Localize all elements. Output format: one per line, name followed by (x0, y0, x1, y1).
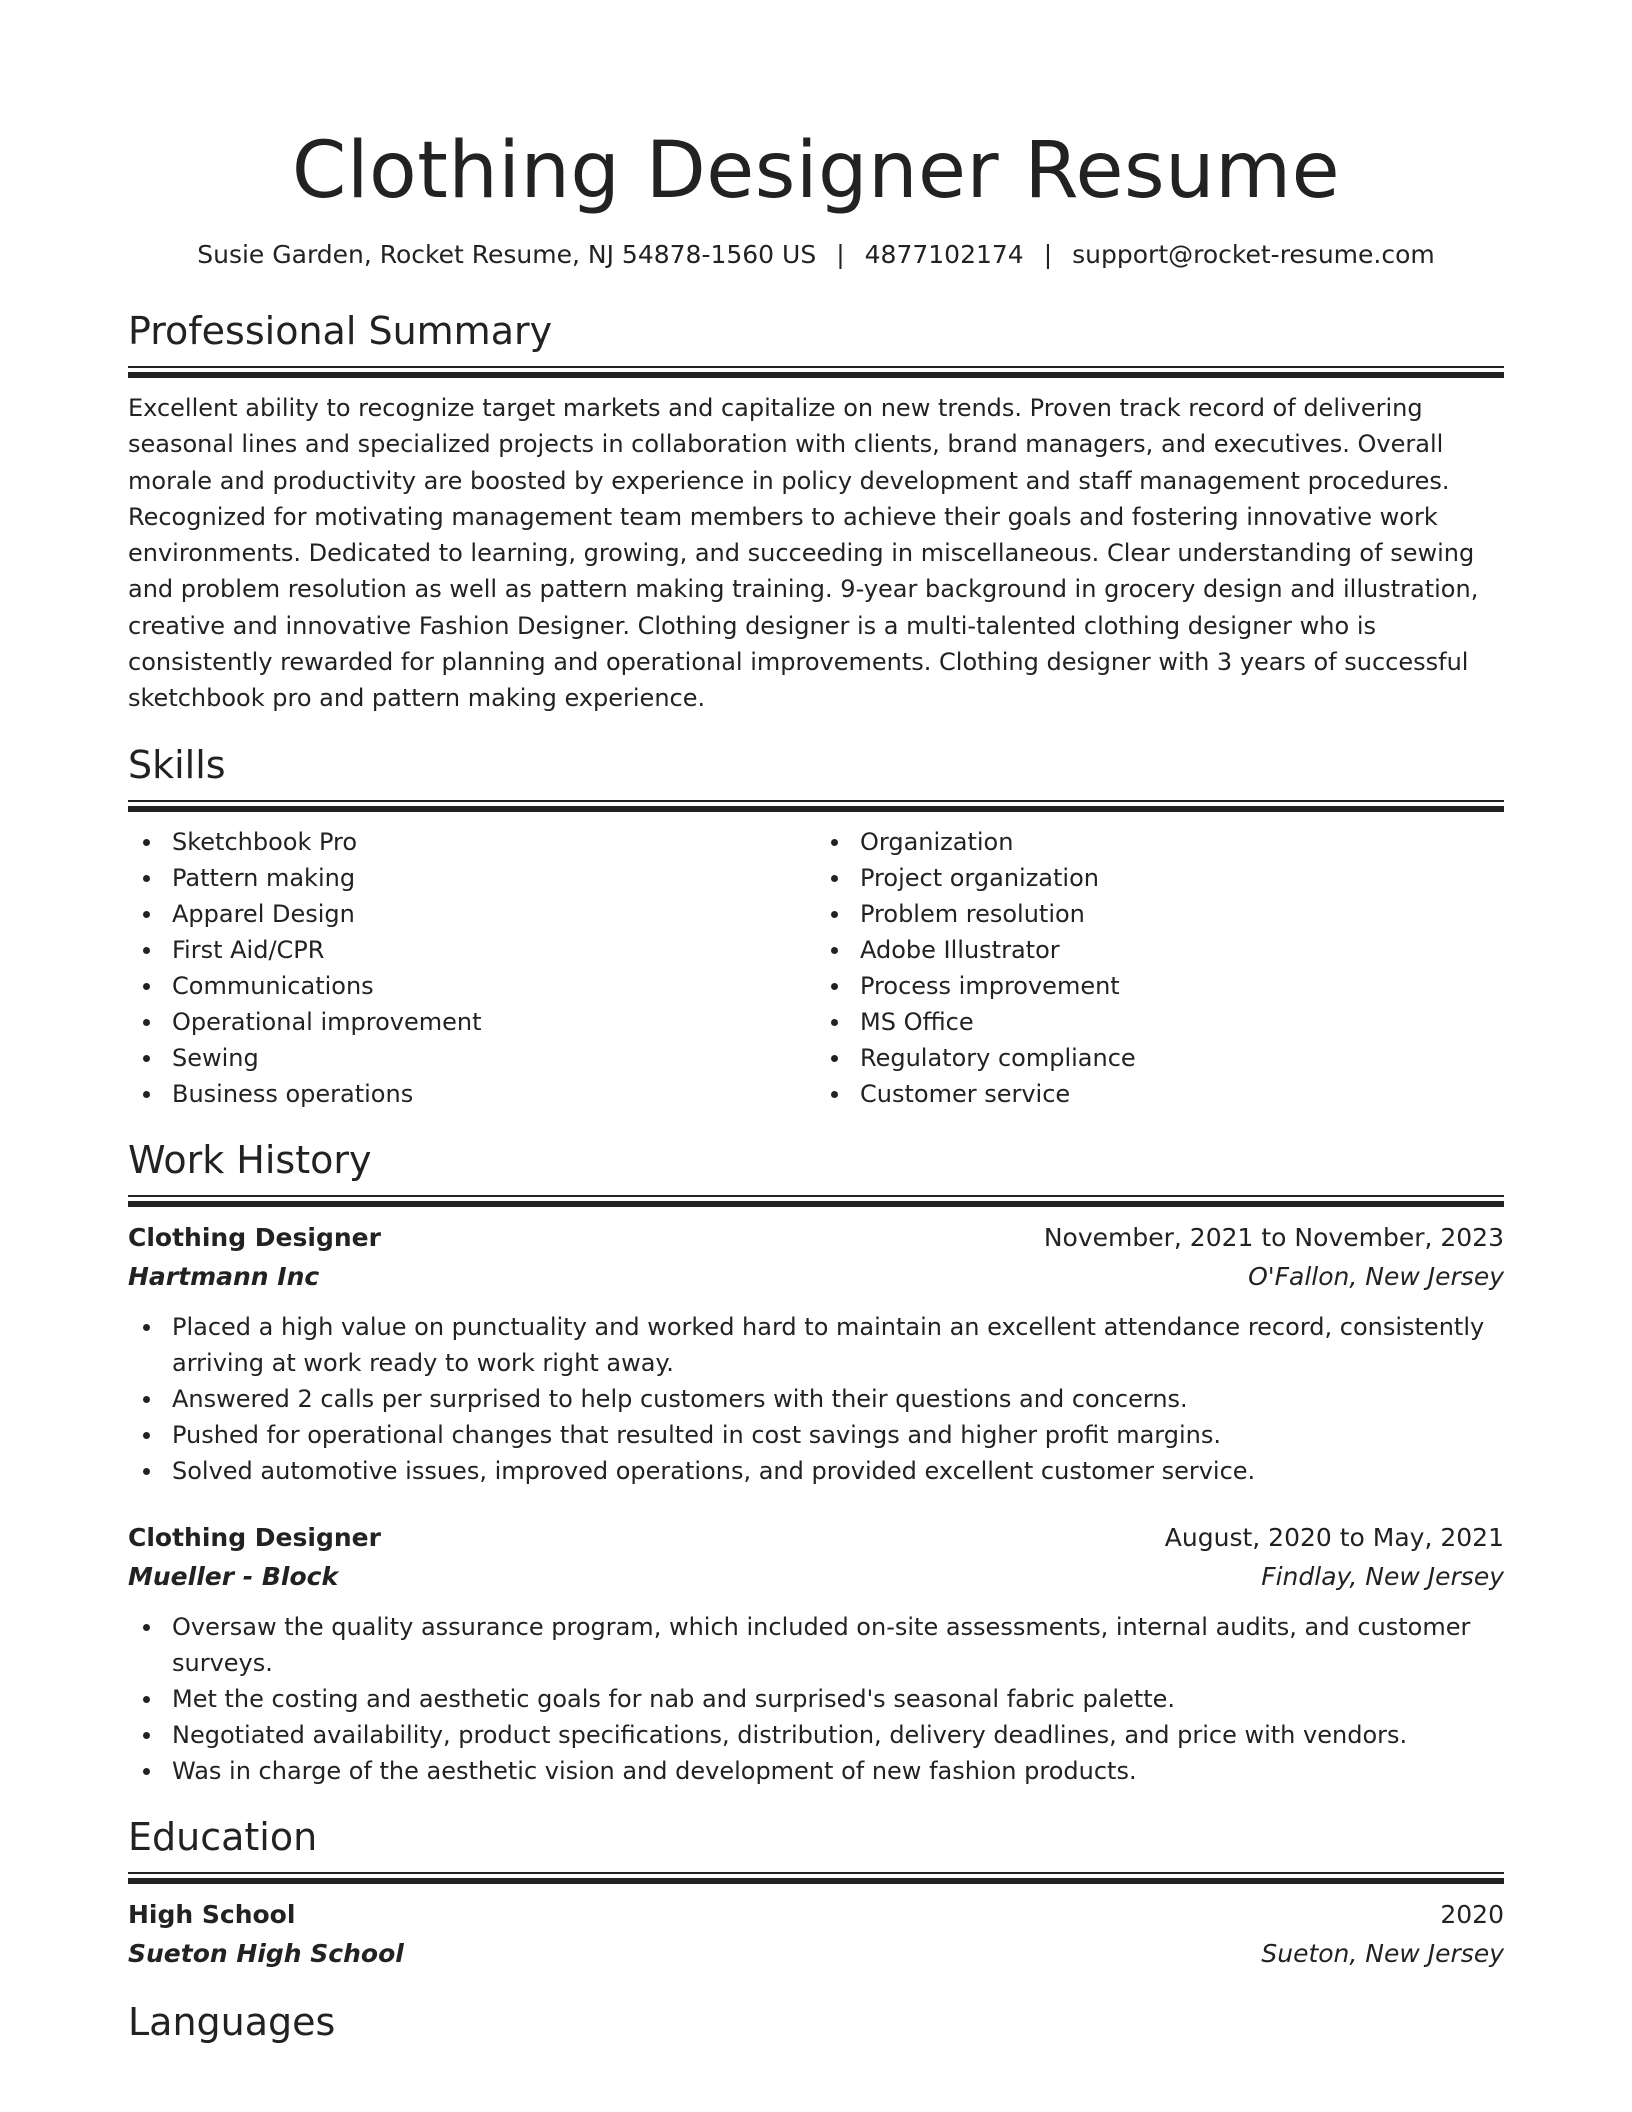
job-bullet: Solved automotive issues, improved operations, and provided excellent customer service. (128, 1453, 1504, 1489)
skill-item: Sketchbook Pro (128, 824, 816, 860)
job-entry (128, 1219, 1504, 1489)
skills-columns (128, 824, 1504, 1112)
languages-section (128, 1997, 1504, 2047)
skill-item: Pattern making (128, 860, 816, 896)
graduation-year: 2020 (1440, 1899, 1504, 1929)
job-dates: August, 2020 to May, 2021 (1164, 1522, 1504, 1552)
job-title: Clothing Designer (128, 1522, 381, 1552)
skills-list-right (816, 824, 1504, 1112)
contact-line (128, 238, 1504, 272)
job-header (128, 1519, 1504, 1557)
summary-section (128, 306, 1504, 717)
job-bullets (128, 1309, 1504, 1489)
skill-item: Customer service (816, 1076, 1504, 1112)
job-entry (128, 1519, 1504, 1789)
job-subheader (128, 1257, 1504, 1297)
skills-heading: Skills (128, 742, 226, 787)
education-subheader (128, 1934, 1504, 1974)
section-divider (128, 800, 1504, 812)
languages-heading: Languages (128, 1999, 336, 2044)
job-bullet: Answered 2 calls per surprised to help customers with their questions and concerns. (128, 1381, 1504, 1417)
job-dates: November, 2021 to November, 2023 (1043, 1222, 1504, 1252)
skill-item: Project organization (816, 860, 1504, 896)
section-divider (128, 1872, 1504, 1884)
education-entry (128, 1896, 1504, 1974)
job-bullet: Negotiated availability, product specifications, distribution, delivery deadlines, and price with vendors. (128, 1717, 1504, 1753)
job-bullet: Met the costing and aesthetic goals for nab and surprised's seasonal fabric palette. (128, 1681, 1504, 1717)
education-section (128, 1812, 1504, 1974)
skills-section (128, 740, 1504, 1112)
skill-item: Operational improvement (128, 1004, 816, 1040)
skill-item: Sewing (128, 1040, 816, 1076)
skill-item: Problem resolution (816, 896, 1504, 932)
job-subheader (128, 1557, 1504, 1597)
skill-item: Apparel Design (128, 896, 816, 932)
skill-item: Regulatory compliance (816, 1040, 1504, 1076)
company-name: Mueller - Block (128, 1561, 339, 1591)
skills-list-left (128, 824, 816, 1112)
skill-item: Adobe Illustrator (816, 932, 1504, 968)
job-bullet: Placed a high value on punctuality and worked hard to maintain an excellent attendance record, consistently arriving at work ready to work right away. (128, 1309, 1504, 1381)
contact-separator: | (836, 240, 845, 269)
section-divider (128, 366, 1504, 378)
job-bullet: Oversaw the quality assurance program, which included on-site assessments, internal audits, and customer surveys. (128, 1609, 1504, 1681)
degree: High School (128, 1899, 296, 1929)
skill-item: Organization (816, 824, 1504, 860)
work-section (128, 1135, 1504, 1789)
company-name: Hartmann Inc (128, 1261, 320, 1291)
education-header (128, 1896, 1504, 1934)
skill-item: Business operations (128, 1076, 816, 1112)
education-heading: Education (128, 1814, 318, 1859)
skill-item: MS Office (816, 1004, 1504, 1040)
resume-title: Clothing Designer Resume (291, 126, 1341, 216)
job-location: Findlay, New Jersey (1261, 1561, 1504, 1591)
school-name: Sueton High School (128, 1938, 404, 1968)
skill-item: Process improvement (816, 968, 1504, 1004)
job-title: Clothing Designer (128, 1222, 381, 1252)
job-bullet: Pushed for operational changes that resulted in cost savings and higher profit margins. (128, 1417, 1504, 1453)
contact-email[interactable]: support@rocket-resume.com (1072, 240, 1435, 269)
skill-item: Communications (128, 968, 816, 1004)
job-bullet: Was in charge of the aesthetic vision and development of new fashion products. (128, 1753, 1504, 1789)
contact-address: Susie Garden, Rocket Resume, NJ 54878-1560 US (197, 240, 817, 269)
summary-heading: Professional Summary (128, 309, 553, 353)
section-divider (128, 1195, 1504, 1207)
job-bullets (128, 1609, 1504, 1789)
work-heading: Work History (128, 1137, 372, 1182)
skill-item: First Aid/CPR (128, 932, 816, 968)
contact-phone: 4877102174 (864, 240, 1024, 269)
school-location: Sueton, New Jersey (1261, 1938, 1504, 1968)
job-header (128, 1219, 1504, 1257)
contact-separator: | (1043, 240, 1053, 269)
summary-text: Excellent ability to recognize target markets and capitalize on new trends. Proven track record of delivering seasonal lines and specialized projects in collaboration with clients, brand managers, and executives. Overall morale and productivity are boosted by experience in policy development and staff management procedures. Recognized for motivating management team members to achieve their goals and fostering innovative work environments. Dedicated to learning, growing, and succeeding in miscellaneous. Clear understanding of sewing and problem resolution as well as pattern making training. 9-year background in grocery design and illustration, creative and innovative Fashion Designer. Clothing designer is a multi-talented clothing designer who is consistently rewarded for planning and operational improvements. Clothing designer with 3 years of successful sketchbook pro and pattern making experience. (128, 394, 1479, 713)
job-location: O'Fallon, New Jersey (1248, 1261, 1504, 1291)
